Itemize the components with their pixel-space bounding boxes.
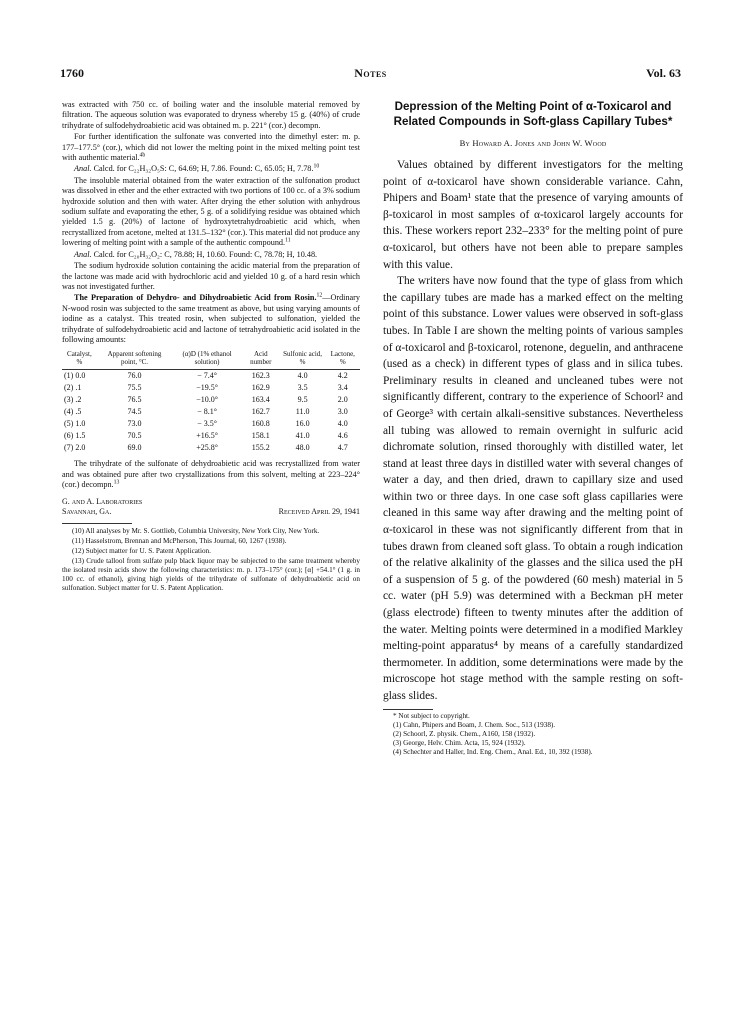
section-heading: The Preparation of Dehydro- and Dihydroabietic Acid from Rosin. bbox=[74, 293, 317, 303]
received-date: Received April 29, 1941 bbox=[278, 506, 360, 516]
reference-mark: 12 bbox=[316, 292, 323, 299]
paragraph: was extracted with 750 cc. of boiling water and the insoluble material removed by filtration. The aqueous solution was evaporated to dryness whereby 15 g. (40%) of crude trihydrate of sulfodehydroabietic acid was obtained m. p. 221° (cor.) decompn. bbox=[62, 100, 360, 130]
paragraph: The trihydrate of the sulfonate of dehydroabietic acid was recrystallized from water and was obtained pure after two crystallizations from this solvent, melting at 223–224° (cor.) decompn.$^{13}$ bbox=[62, 459, 360, 490]
table-row: (6) 1.5 70.5 +16.5° 158.1 41.0 4.6 bbox=[64, 430, 348, 440]
analysis-line: Anal. Calcd. for C₂₀H₃₂O₂: C, 78.88; H, 10.60. Found: C, 78.78; H, 10.48. bbox=[74, 249, 318, 259]
running-head bbox=[60, 66, 681, 82]
reference-mark: 4b bbox=[139, 152, 146, 159]
page-number: 1760 bbox=[60, 66, 84, 80]
col-header: Catalyst, % bbox=[67, 350, 92, 366]
paragraph: Values obtained by different investigators for the melting point of α-toxicarol have shown considerable variance. Cahn, Phipers and Boam¹ state that the presence of varying amounts of β-toxicarol in most samples of α-toxicarol largely accounts for this. These workers report 232–233° for the melting point of pure α-toxicarol, but others have not been able to prepare samples with this value. bbox=[383, 159, 683, 271]
footnote: (2) Schoorl, Z. physik. Chem., A160, 158 (1932). bbox=[393, 729, 536, 738]
reference-mark: 10 bbox=[313, 163, 320, 170]
left-footnotes bbox=[62, 523, 360, 593]
paragraph: For further identification the sulfonate was converted into the dimethyl ester: m. p. 177–177.5° (cor.), which did not lower the melting point in the mixed melting point test with authentic material.$^{4b}$ bbox=[62, 132, 360, 163]
section-name: Notes bbox=[354, 66, 387, 80]
paragraph: The Preparation of Dehydro- and Dihydroabietic Acid from Rosin.$^{12}$—Ordinary N-wood rosin was subjected to the same treatment as above, but using varying amounts of iodine as a catalyst. This treated rosin, when subjected to sulfonation, yielded the trihydrate of sulfodehydroabietic acid and lactone of tetrahydroabietic acid isolated in the following amounts: bbox=[62, 292, 360, 344]
footnote: (13) Crude tallool from sulfate pulp black liquor may be subjected to the same treatment whereby the isolated resin acids show the following characteristics: m. p. 173–175° (cor.); [α] +54.1° (1 g. in 100 cc. of ethanol), giving high yields of the trihydrate of sulfonate of dehydroabietic acid on sulfonation. Subject matter for U. S. Patent Application. bbox=[62, 556, 360, 592]
right-column bbox=[383, 100, 683, 757]
byline: By Howard A. Jones and John W. Wood bbox=[459, 138, 607, 148]
footnote: (4) Schechter and Haller, Ind. Eng. Chem., Anal. Ed., 10, 392 (1938). bbox=[393, 747, 593, 756]
analysis-line: Anal. Calcd. for C₂₂H₃₂O₅S: C, 64.69; H, 7.86. Found: C, 65.05; H, 7.78.10 bbox=[74, 163, 320, 174]
col-header: Acid number bbox=[250, 350, 272, 366]
volume-number: Vol. 63 bbox=[646, 66, 681, 80]
footnote: (1) Cahn, Phipers and Boam, J. Chem. Soc., 513 (1938). bbox=[393, 720, 556, 729]
col-header: Apparent softening point, °C. bbox=[107, 350, 162, 366]
col-header: Sulfonic acid, % bbox=[283, 350, 323, 366]
table-row: (2) .1 75.5 −19.5° 162.9 3.5 3.4 bbox=[64, 382, 348, 392]
reference-mark: 11 bbox=[285, 237, 291, 244]
anal-label: Anal. bbox=[74, 249, 92, 259]
paragraph: The insoluble material obtained from the water extraction of the sulfonation product was dissolved in ether and the ether extracted with two portions of 100 cc. of a 3% sodium hydroxide solution and then with water. After drying the ether solution with anhydrous sodium sulfate and evaporating the ether, 5 g. of a solidifying residue was obtained which yielded 1.5 g. (20%) of lactone of hydroxytetrahydroabietic acid which, when recrystallized from acetone, melted at 131.5–132° (cor.). This material did not produce any lowering of melting point with a sample of the authentic compound.$^{11}$ bbox=[62, 175, 360, 248]
footnote: * Not subject to copyright. bbox=[393, 711, 470, 720]
footnote-rule bbox=[383, 709, 433, 710]
footnote: (12) Subject matter for U. S. Patent Application. bbox=[72, 546, 211, 555]
article-title: Depression of the Melting Point of α-Toxicarol and Related Compounds in Soft-glass Capillary Tubes* bbox=[393, 100, 673, 128]
paragraph: The sodium hydroxide solution containing the acidic material from the preparation of the lactone was made acid with hydrochloric acid and yielded 10 g. of a hard resin which was not investigated further. bbox=[62, 261, 360, 291]
table-row: (1) 0.0 76.0 − 7.4° 162.3 4.0 4.2 bbox=[64, 370, 348, 380]
col-header: (α)D (1% ethanol solution) bbox=[182, 350, 232, 366]
paragraph: The writers have now found that the type of glass from which the capillary tubes are made has a marked effect on the melting point of this substance. Lower values were observed in soft-glass tubes. In Table I are shown the melting points of various samples of α-toxicarol and β-toxicarol, rotenone, deguelin, and anthracene (used as a check) in different types of glass and in silica tubes. Preliminary results in cleaned and uncleaned tubes were not significantly different, contrary to the experience of Schoorl² and of George³ with certain alkali-sensitive substances. Nevertheless all tubing was allowed to remain overnight in sulfuric acid dichromate solution, rinsed thoroughly with distilled water, let stand at least three days in distilled water with several changes of water a day, and then dried, drawn to capillary size and used within two or three days. In one case soft glass capillaries were cleaned in this same way after drawing and the melting point of α-toxicarol in these was not significantly different from that in tubes drawn from cleaned soft glass. To obtain a rough indication of the relative alkalinity of the glasses and the silica used the pH of a suspension of 5 g. of the powdered (60 mesh) material in 5 cc. water (pH 5.9) was determined with a Beckman pH meter (glass electrode) fifteen to twenty minutes after the addition of the water. Melting points were determined in a modified Markley melting-point apparatus⁴ by means of a carefully standardized thermometer. In addition, some determinations were made by the microscope hot stage method with the sample resting on soft-glass slides. bbox=[383, 275, 683, 702]
footnote: (10) All analyses by Mr. S. Gottlieb, Columbia University, New York City, New York. bbox=[72, 526, 320, 535]
laboratory-address: G. and A. Laboratories Savannah, Ga. Received April 29, 1941 bbox=[62, 496, 360, 516]
table-row: (4) .5 74.5 − 8.1° 162.7 11.0 3.0 bbox=[64, 406, 348, 416]
col-header: Lactone, % bbox=[330, 350, 355, 366]
rosin-table bbox=[62, 351, 360, 453]
table-header-row bbox=[62, 351, 360, 368]
footnote: (11) Hasselstrom, Brennan and McPherson, This Journal, 60, 1267 (1938). bbox=[72, 536, 287, 545]
table-row: (7) 2.0 69.0 +25.8° 155.2 48.0 4.7 bbox=[64, 442, 348, 452]
right-footnotes bbox=[383, 709, 683, 757]
left-column bbox=[62, 100, 360, 593]
table-row: (5) 1.0 73.0 − 3.5° 160.8 16.0 4.0 bbox=[64, 418, 348, 428]
reference-mark: 13 bbox=[113, 479, 120, 486]
anal-label: Anal. bbox=[74, 164, 92, 174]
footnote: (3) George, Helv. Chim. Acta, 15, 924 (1932). bbox=[393, 738, 526, 747]
article-body bbox=[383, 157, 683, 705]
footnote-rule bbox=[62, 523, 132, 524]
table-row: (3) .2 76.5 −10.0° 163.4 9.5 2.0 bbox=[64, 394, 348, 404]
